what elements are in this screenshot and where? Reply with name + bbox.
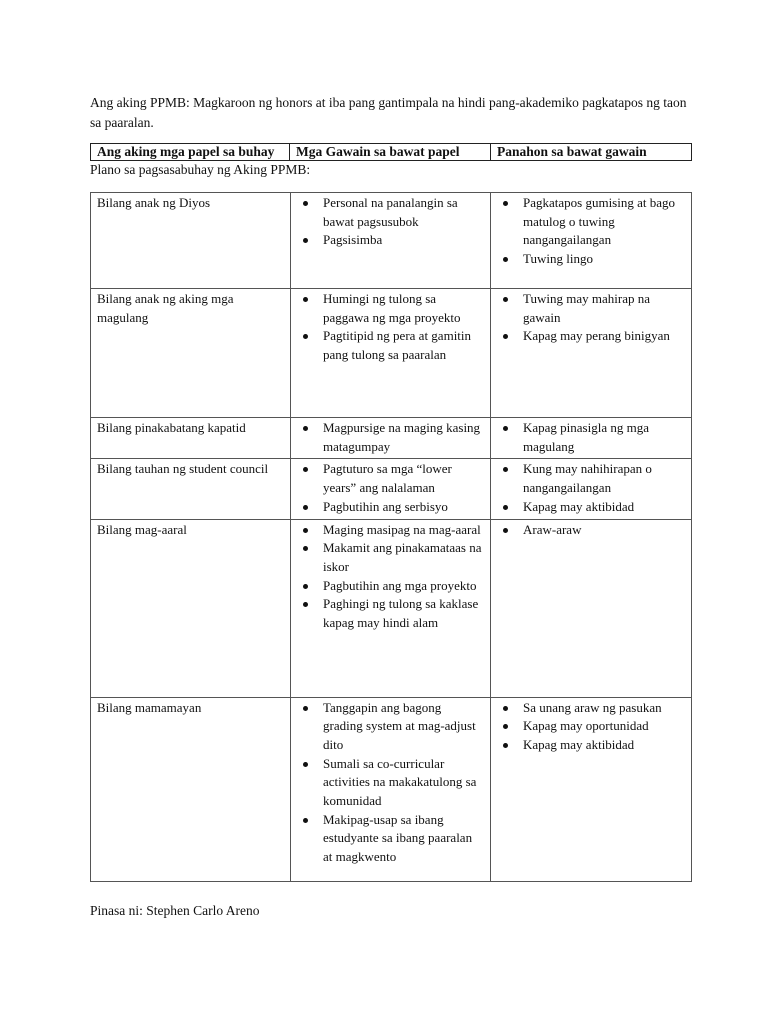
- list-item: Pagbutihin ang serbisyo: [297, 498, 484, 517]
- list-item: Kapag may aktibidad: [497, 498, 685, 517]
- list-item: Pagkatapos gumising at bago matulog o tuwing nangangailangan: [497, 194, 685, 250]
- list-item: Pagtuturo sa mga “lower years” ang nalalaman: [297, 460, 484, 497]
- times-list: [497, 194, 685, 269]
- activities-cell: [291, 418, 491, 459]
- list-item: Pagtitipid ng pera at gamitin pang tulong sa paaralan: [297, 327, 484, 364]
- table-row: [91, 519, 692, 697]
- list-item: Tuwing lingo: [497, 250, 685, 269]
- list-item: Tuwing may mahirap na gawain: [497, 290, 685, 327]
- list-item: Pagsisimba: [297, 231, 484, 250]
- activities-list: [297, 194, 484, 250]
- times-list: [497, 521, 685, 540]
- table-row: [91, 193, 692, 289]
- list-item: Kapag pinasigla ng mga magulang: [497, 419, 685, 456]
- list-item: Tanggapin ang bagong grading system at mag-adjust dito: [297, 699, 484, 755]
- times-cell: [491, 519, 692, 697]
- times-cell: [491, 459, 692, 519]
- times-cell: [491, 289, 692, 418]
- activities-list: [297, 699, 484, 867]
- ppmb-statement: Ang aking PPMB: Magkaroon ng honors at iba pang gantimpala na hindi pang-akademiko pagkatapos ng taon sa paaralan.: [90, 95, 687, 130]
- submitted-by: Pinasa ni: Stephen Carlo Areno: [90, 903, 260, 918]
- list-item: Makamit ang pinakamataas na iskor: [297, 539, 484, 576]
- activities-list: [297, 290, 484, 365]
- times-list: [497, 460, 685, 516]
- list-item: Kapag may perang binigyan: [497, 327, 685, 346]
- times-list: [497, 290, 685, 346]
- activities-cell: [291, 289, 491, 418]
- times-cell: [491, 418, 692, 459]
- list-item: Makipag-usap sa ibang estudyante sa ibang paaralan at magkwento: [297, 811, 484, 867]
- list-item: Paghingi ng tulong sa kaklase kapag may hindi alam: [297, 595, 484, 632]
- plan-table: [90, 192, 692, 882]
- times-list: [497, 699, 685, 755]
- header-table: [90, 143, 692, 161]
- list-item: Pagbutihin ang mga proyekto: [297, 577, 484, 596]
- list-item: Humingi ng tulong sa paggawa ng mga proyekto: [297, 290, 484, 327]
- activities-cell: [291, 459, 491, 519]
- activities-cell: [291, 193, 491, 289]
- role-cell: Bilang pinakabatang kapatid: [91, 418, 291, 459]
- role-cell: Bilang mamamayan: [91, 697, 291, 881]
- times-list: [497, 419, 685, 456]
- activities-list: [297, 460, 484, 516]
- times-cell: [491, 697, 692, 881]
- list-item: Araw-araw: [497, 521, 685, 540]
- role-cell: Bilang anak ng Diyos: [91, 193, 291, 289]
- table-row: [91, 289, 692, 418]
- role-cell: Bilang mag-aaral: [91, 519, 291, 697]
- table-row: [91, 459, 692, 519]
- activities-list: [297, 521, 484, 633]
- header-row: [91, 144, 692, 161]
- role-cell: Bilang anak ng aking mga magulang: [91, 289, 291, 418]
- role-cell: Bilang tauhan ng student council: [91, 459, 291, 519]
- list-item: Kapag may aktibidad: [497, 736, 685, 755]
- times-cell: [491, 193, 692, 289]
- header-activities: Mga Gawain sa bawat papel: [290, 144, 491, 161]
- table-row: [91, 418, 692, 459]
- activities-cell: [291, 519, 491, 697]
- header-times: Panahon sa bawat gawain: [491, 144, 692, 161]
- list-item: Personal na panalangin sa bawat pagsusubok: [297, 194, 484, 231]
- list-item: Kapag may oportunidad: [497, 717, 685, 736]
- list-item: Maging masipag na mag-aaral: [297, 521, 484, 540]
- activities-cell: [291, 697, 491, 881]
- list-item: Magpursige na maging kasing matagumpay: [297, 419, 484, 456]
- list-item: Sumali sa co-curricular activities na makakatulong sa komunidad: [297, 755, 484, 811]
- plan-title: Plano sa pagsasabuhay ng Aking PPMB:: [90, 162, 311, 177]
- activities-list: [297, 419, 484, 456]
- table-row: [91, 697, 692, 881]
- list-item: Kung may nahihirapan o nangangailangan: [497, 460, 685, 497]
- header-roles: Ang aking mga papel sa buhay: [91, 144, 290, 161]
- list-item: Sa unang araw ng pasukan: [497, 699, 685, 718]
